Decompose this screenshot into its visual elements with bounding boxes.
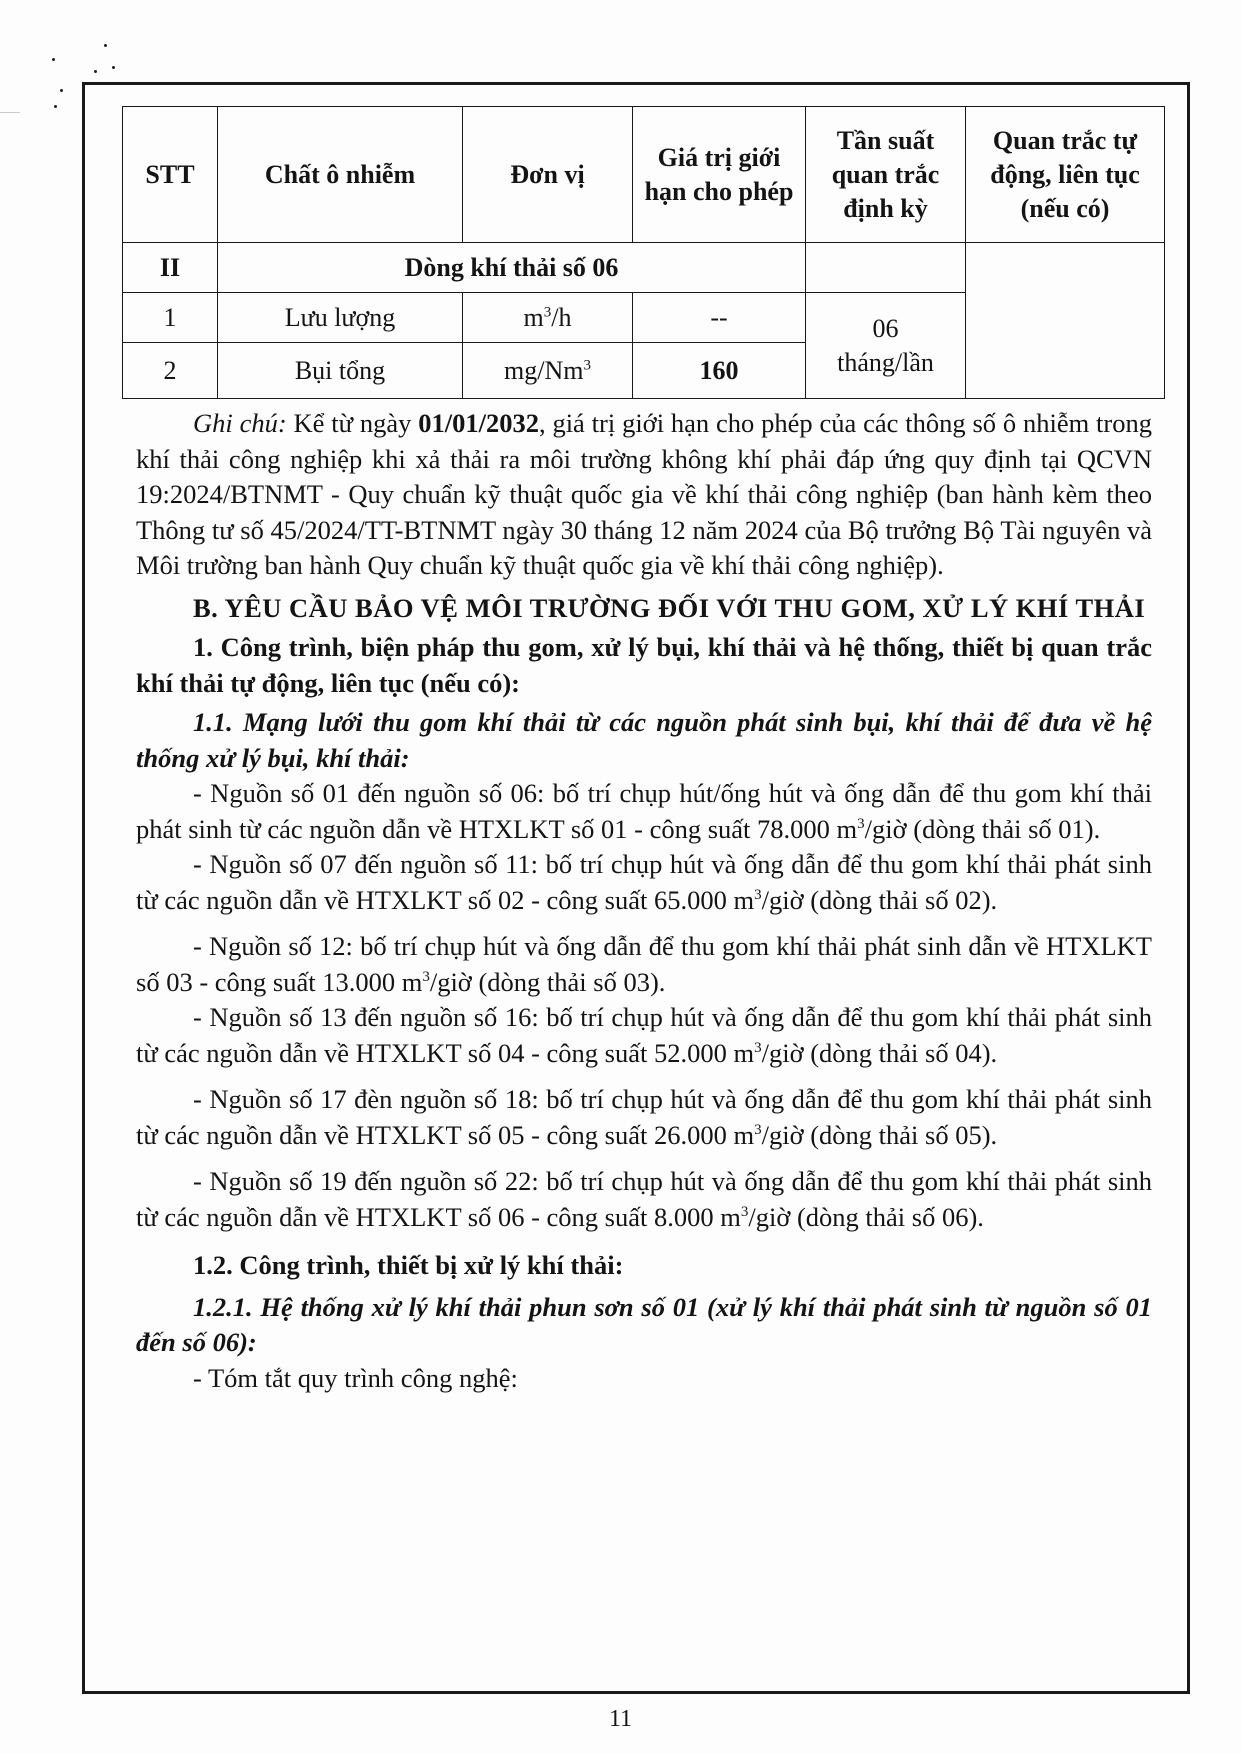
heading-1-2: 1.2. Công trình, thiết bị xử lý khí thải: [193, 1250, 624, 1280]
header-frequency: Tần suất quan trắc định kỳ [806, 107, 966, 243]
list-item: - Nguồn số 01 đến nguồn số 06: bố trí chụp hút/ống hút và ống dẫn để thu gom khí thải phát sinh từ các nguồn dẫn về HTXLKT số 01 - công suất 78.000 $m^3$/giờ (dòng thải số 01). [136, 778, 1152, 844]
document-body [136, 406, 1152, 1396]
row-stt: 2 [123, 343, 218, 399]
row-pollutant: Lưu lượng [218, 293, 463, 343]
summary-line: - Tóm tắt quy trình công nghệ: [193, 1362, 518, 1393]
note-date: 01/01/2032 [418, 408, 539, 438]
page-number: 11 [608, 1706, 633, 1732]
frequency-cell: 06 tháng/lần [806, 293, 966, 399]
list-item: - Nguồn số 07 đến nguồn số 11: bố trí chụp hút và ống dẫn để thu gom khí thải phát sinh từ các nguồn dẫn về HTXLKT số 02 - công suất 65.000 $m^3$/giờ (dòng thải số 02). [136, 849, 1152, 915]
row-unit: mg/Nm$^3$ [463, 343, 633, 399]
row-limit: -- [633, 293, 806, 343]
scan-edge-line [0, 112, 20, 113]
table-section-row [123, 243, 1165, 293]
row-unit: $m^3/h$ [463, 293, 633, 343]
section-frequency-empty [806, 243, 966, 293]
note-label: Ghi chú: [193, 408, 287, 438]
auto-monitoring-cell [966, 243, 1165, 399]
header-unit: Đơn vị [463, 107, 633, 243]
list-item: - Nguồn số 12: bố trí chụp hút và ống dẫn để thu gom khí thải phát sinh dẫn về HTXLKT số 03 - công suất 13.000 $m^3$/giờ (dòng thải số 03). [136, 931, 1152, 997]
header-auto-monitoring: Quan trắc tự động, liên tục (nếu có) [966, 107, 1165, 243]
heading-1: 1. Công trình, biện pháp thu gom, xử lý bụi, khí thải và hệ thống, thiết bị quan trắc khí thải tự động, liên tục (nếu có): [136, 632, 1152, 698]
section-stt: II [123, 243, 218, 293]
heading-1-2-1: 1.2.1. Hệ thống xử lý khí thải phun sơn số 01 (xử lý khí thải phát sinh từ nguồn số 01 đến số 06): [136, 1291, 1152, 1357]
row-limit: 160 [633, 343, 806, 399]
header-limit: Giá trị giới hạn cho phép [633, 107, 806, 243]
note-paragraph: Ghi chú: Kể từ ngày 01/01/2032, giá trị giới hạn cho phép của các thông số ô nhiễm trong khí thải công nghiệp khi xả thải ra môi trường không khí phải đáp ứng quy định tại QCVN 19:2024/BTNMT - Quy chuẩn kỹ thuật quốc gia về khí thải công nghiệp (ban hành kèm theo Thông tư số 45/2024/TT-BTNMT ngày 30 tháng 12 năm 2024 của Bộ trưởng Bộ Tài nguyên và Môi trường ban hành Quy chuẩn kỹ thuật quốc gia về khí thải công nghiệp). [136, 408, 1152, 580]
section-label: Dòng khí thải số 06 [218, 243, 806, 293]
list-item: - Nguồn số 13 đến nguồn số 16: bố trí chụp hút và ống dẫn để thu gom khí thải phát sinh từ các nguồn dẫn về HTXLKT số 04 - công suất 52.000 $m^3$/giờ (dòng thải số 04). [136, 1002, 1152, 1068]
header-stt: STT [123, 107, 218, 243]
header-pollutant: Chất ô nhiễm [218, 107, 463, 243]
row-stt: 1 [123, 293, 218, 343]
section-b-heading: B. YÊU CẦU BẢO VỆ MÔI TRƯỜNG ĐỐI VỚI THU GOM, XỬ LÝ KHÍ THẢI [193, 592, 1146, 623]
row-pollutant: Bụi tổng [218, 343, 463, 399]
table-header-row [123, 107, 1165, 243]
emission-limits-table [122, 106, 1165, 399]
list-item: - Nguồn số 17 đèn nguồn số 18: bố trí chụp hút và ống dẫn để thu gom khí thải phát sinh từ các nguồn dẫn về HTXLKT số 05 - công suất 26.000 $m^3$/giờ (dòng thải số 05). [136, 1084, 1152, 1150]
heading-1-1: 1.1. Mạng lưới thu gom khí thải từ các nguồn phát sinh bụi, khí thải để đưa về hệ thống xử lý bụi, khí thải: [136, 707, 1152, 773]
list-item: - Nguồn số 19 đến nguồn số 22: bố trí chụp hút và ống dẫn để thu gom khí thải phát sinh từ các nguồn dẫn về HTXLKT số 06 - công suất 8.000 $m^3$/giờ (dòng thải số 06). [136, 1166, 1152, 1232]
